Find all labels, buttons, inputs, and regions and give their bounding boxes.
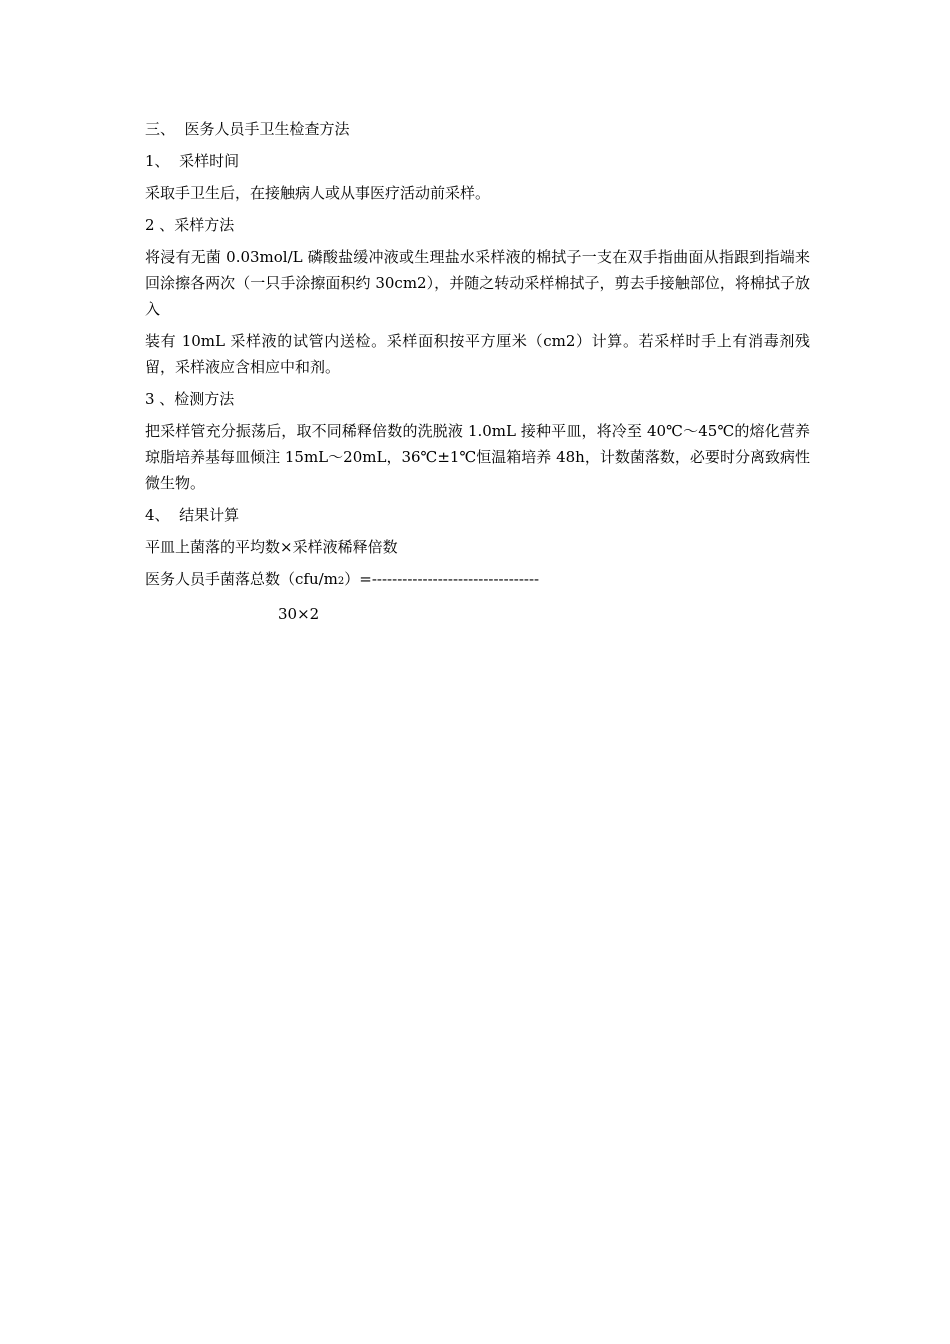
item-1-text: 采取手卫生后，在接触病人或从事医疗活动前采样。	[145, 184, 491, 202]
item-4-heading: 4、 结果计算	[145, 506, 240, 524]
formula-numerator: 平皿上菌落的平均数×采样液稀释倍数	[145, 538, 398, 556]
item-1-heading: 1、 采样时间	[145, 152, 240, 170]
item-2-text-1: 将浸有无菌 0.03mol/L 磷酸盐缓冲液或生理盐水采样液的棉拭子一支在双手指曲面从指跟到指端来回涂擦各两次（一只手涂擦面积约 30cm2），并随之转动采样棉拭子，剪去手接触部位，将棉拭子放入	[145, 248, 810, 318]
formula-label-prefix: 医务人员手菌落总数（cfu/m	[145, 570, 338, 588]
item-2-text-2: 装有 10mL 采样液的试管内送检。采样面积按平方厘米（cm2）计算。若采样时手上有消毒剂残留，采样液应含相应中和剂。	[145, 332, 810, 376]
formula-label-subscript: 2	[337, 576, 345, 587]
formula-denominator: 30×2	[278, 605, 320, 623]
item-3-text: 把采样管充分振荡后，取不同稀释倍数的洗脱液 1.0mL 接种平皿，将冷至 40℃～45℃的熔化营养琼脂培养基每皿倾注 15mL～20mL，36℃±1℃恒温箱培养 48h，计数菌落数，必要时分离致病性微生物。	[145, 422, 810, 492]
formula-label-suffix: ）=---------------------------------	[344, 570, 540, 588]
section-heading: 三、 医务人员手卫生检查方法	[145, 120, 350, 138]
formula-line	[145, 566, 810, 595]
document-body	[145, 116, 810, 627]
item-3-heading: 3 、检测方法	[145, 390, 235, 408]
item-2-heading: 2 、采样方法	[145, 216, 235, 234]
